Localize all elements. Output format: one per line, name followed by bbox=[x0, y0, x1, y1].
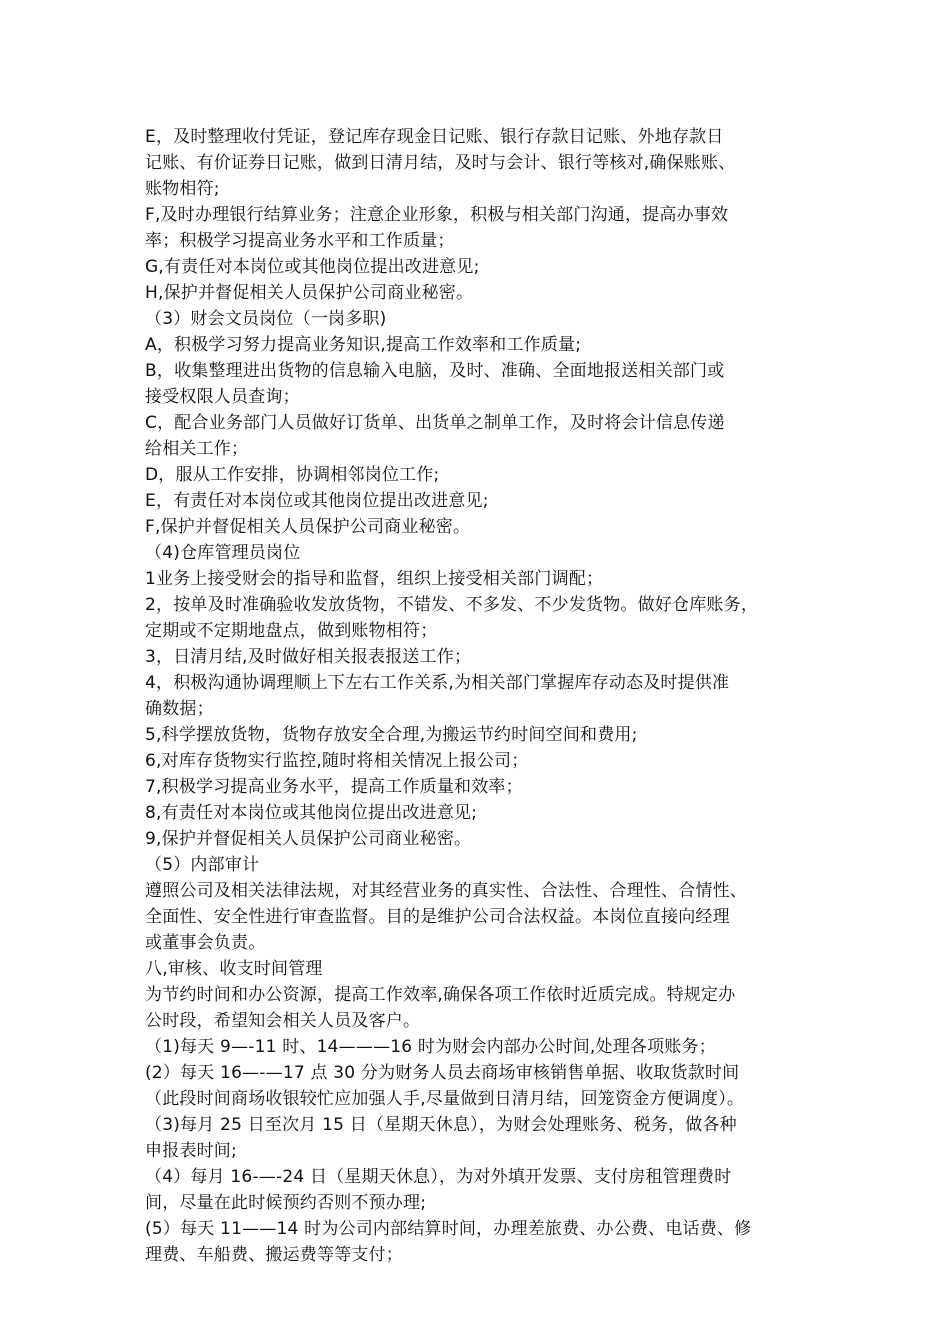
text-line: A，积极学习努力提高业务知识,提高工作效率和工作质量; bbox=[145, 335, 582, 355]
text-line: 6,对库存货物实行监控,随时将相关情况上报公司； bbox=[145, 751, 529, 771]
section-heading: 八,审核、收支时间管理 bbox=[145, 959, 323, 979]
text-line: C，配合业务部门人员做好订货单、出货单之制单工作，及时将会计信息传递 bbox=[145, 413, 725, 433]
text-line: 账物相符; bbox=[145, 179, 220, 199]
text-line: 给相关工作； bbox=[145, 439, 249, 459]
document-body bbox=[145, 124, 825, 1268]
text-line: （此段时间商场收银较忙应加强人手,尽量做到日清月结，回笼资金方便调度）。 bbox=[145, 1089, 745, 1109]
text-line: E，及时整理收付凭证，登记库存现金日记账、银行存款日记账、外地存款日 bbox=[145, 127, 724, 147]
text-line: 或董事会负责。 bbox=[145, 933, 266, 953]
text-line: E，有责任对本岗位或其他岗位提出改进意见; bbox=[145, 491, 489, 511]
text-line: 记账、有价证券日记账，做到日清月结，及时与会计、银行等核对,确保账账、 bbox=[145, 153, 736, 173]
text-line: 2，按单及时准确验收发放货物，不错发、不多发、不少发货物。做好仓库账务， bbox=[145, 595, 759, 615]
text-line: 8,有责任对本岗位或其他岗位提出改进意见; bbox=[145, 803, 478, 823]
section-heading: （5）内部审计 bbox=[145, 855, 260, 875]
text-line: 确数据； bbox=[145, 699, 214, 719]
text-line: H,保护并督促相关人员保护公司商业秘密。 bbox=[145, 283, 474, 303]
section-heading: （3）财会文员岗位（一岗多职) bbox=[145, 309, 387, 329]
text-line: B，收集整理进出货物的信息输入电脑，及时、准确、全面地报送相关部门或 bbox=[145, 361, 725, 381]
text-line: F,及时办理银行结算业务；注意企业形象，积极与相关部门沟通，提高办事效 bbox=[145, 205, 729, 225]
text-line: F,保护并督促相关人员保护公司商业秘密。 bbox=[145, 517, 471, 537]
section-heading: （4)仓库管理员岗位 bbox=[145, 543, 301, 563]
text-line: 申报表时间; bbox=[145, 1141, 237, 1161]
text-line: 全面性、安全性进行审查监督。目的是维护公司合法权益。本岗位直接向经理 bbox=[145, 907, 730, 927]
text-line: 4，积极沟通协调理顺上下左右工作关系,为相关部门掌握库存动态及时提供准 bbox=[145, 673, 730, 693]
text-line: 间，尽量在此时候预约否则不预办理; bbox=[145, 1193, 427, 1213]
text-line: 5,科学摆放货物，货物存放安全合理,为搬运节约时间空间和费用; bbox=[145, 725, 638, 745]
text-line: 公时段，希望知会相关人员及客户。 bbox=[145, 1011, 421, 1031]
text-line: D，服从工作安排，协调相邻岗位工作; bbox=[145, 465, 440, 485]
text-line: (2）每天 16—-—17 点 30 分为财务人员去商场审核销售单据、收取货款时间 bbox=[145, 1063, 740, 1083]
text-line: 为节约时间和办公资源，提高工作效率,确保各项工作依时近质完成。特规定办 bbox=[145, 985, 736, 1005]
text-line: 9,保护并督促相关人员保护公司商业秘密。 bbox=[145, 829, 472, 849]
text-line: （1)每天 9—-11 时、14———16 时为财会内部办公时间,处理各项账务； bbox=[145, 1037, 716, 1057]
text-line: G,有责任对本岗位或其他岗位提出改进意见; bbox=[145, 257, 480, 277]
text-line: 1业务上接受财会的指导和监督，组织上接受相关部门调配； bbox=[145, 569, 604, 589]
text-line: （3)每月 25 日至次月 15 日（星期天休息），为财会处理账务、税务，做各种 bbox=[145, 1115, 737, 1135]
text-line: (5）每天 11——14 时为公司内部结算时间，办理差旅费、办公费、电话费、修 bbox=[145, 1219, 752, 1239]
text-line: 接受权限人员查询； bbox=[145, 387, 300, 407]
text-line: 3，日清月结,及时做好相关报表报送工作； bbox=[145, 647, 472, 667]
text-line: 7,积极学习提高业务水平，提高工作质量和效率； bbox=[145, 777, 523, 797]
text-line: 理费、车船费、搬运费等等支付； bbox=[145, 1245, 403, 1265]
text-line: （4）每月 16-—-24 日（星期天休息），为对外填开发票、支付房租管理费时 bbox=[145, 1167, 732, 1187]
text-line: 率；积极学习提高业务水平和工作质量； bbox=[145, 231, 455, 251]
text-line: 遵照公司及相关法律法规，对其经营业务的真实性、合法性、合理性、合情性、 bbox=[145, 881, 747, 901]
text-line: 定期或不定期地盘点，做到账物相符； bbox=[145, 621, 438, 641]
